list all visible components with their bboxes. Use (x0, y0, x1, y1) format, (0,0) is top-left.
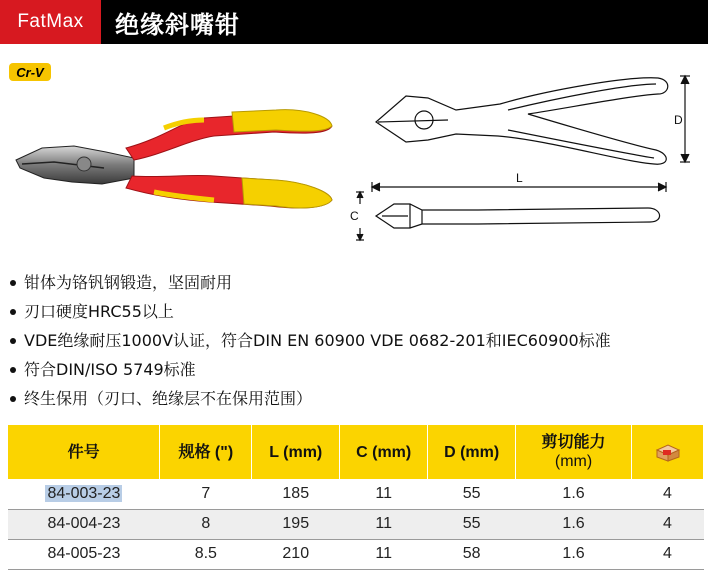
cell-part-number[interactable]: 84-004-23 (8, 509, 160, 539)
feature-text: 符合DIN/ISO 5749标准 (24, 359, 196, 379)
cell-length: 210 (252, 539, 340, 569)
table-row[interactable] (8, 479, 704, 509)
feature-item (10, 355, 611, 384)
cell-size: 8 (160, 509, 252, 539)
feature-text: 刃口硬度HRC55以上 (24, 301, 174, 321)
brand-logo: FatMax (0, 0, 101, 44)
header-length: L (mm) (252, 425, 340, 479)
feature-text: 终生保用（刃口、绝缘层不在保用范围） (24, 388, 313, 408)
cell-part-number[interactable] (8, 479, 160, 509)
package-box-icon (655, 442, 681, 462)
bullet-icon (10, 367, 16, 373)
feature-item (10, 384, 611, 413)
table-row[interactable] (8, 509, 704, 539)
spec-table (8, 425, 704, 570)
material-badge: Cr-V (9, 63, 51, 81)
cell-d: 58 (428, 539, 516, 569)
bullet-icon (10, 338, 16, 344)
header-cutting-capacity-unit: (mm) (554, 453, 593, 470)
cell-cutting-capacity: 1.6 (516, 509, 632, 539)
cell-c: 11 (340, 539, 428, 569)
cell-part-number[interactable]: 84-005-23 (8, 539, 160, 569)
cell-c: 11 (340, 479, 428, 509)
cell-size: 7 (160, 479, 252, 509)
cell-length: 195 (252, 509, 340, 539)
feature-text: VDE绝缘耐压1000V认证，符合DIN EN 60900 VDE 0682-201和IEC60900标准 (24, 330, 611, 350)
selected-part-number[interactable]: 84-003-23 (47, 484, 121, 502)
cell-package: 4 (632, 479, 704, 509)
cell-package: 4 (632, 509, 704, 539)
dimension-label-d: D (674, 113, 683, 127)
header-size: 规格 (") (160, 425, 252, 479)
cell-package: 4 (632, 539, 704, 569)
bullet-icon (10, 396, 16, 402)
feature-item (10, 268, 611, 297)
page-title: 绝缘斜嘴钳 (115, 10, 240, 39)
dimension-label-c: C (350, 209, 359, 223)
feature-list (10, 268, 611, 413)
feature-item (10, 297, 611, 326)
bullet-icon (10, 309, 16, 315)
cell-d: 55 (428, 509, 516, 539)
header-bar (0, 0, 708, 44)
feature-item (10, 326, 611, 355)
header-d: D (mm) (428, 425, 516, 479)
header-c: C (mm) (340, 425, 428, 479)
header-part-number: 件号 (8, 425, 160, 479)
cell-d: 55 (428, 479, 516, 509)
table-header-row (8, 425, 704, 479)
cell-size: 8.5 (160, 539, 252, 569)
feature-text: 钳体为铬钒钢锻造，坚固耐用 (24, 272, 233, 292)
cell-cutting-capacity: 1.6 (516, 539, 632, 569)
cell-cutting-capacity: 1.6 (516, 479, 632, 509)
header-package (632, 425, 704, 479)
dimension-label-l: L (516, 171, 523, 185)
pliers-product-image (14, 108, 336, 218)
bullet-icon (10, 280, 16, 286)
header-cutting-capacity (516, 425, 632, 479)
cell-length: 185 (252, 479, 340, 509)
pliers-dimension-drawing (348, 70, 704, 246)
header-cutting-capacity-label: 剪切能力 (541, 434, 606, 451)
table-row[interactable] (8, 539, 704, 569)
cell-c: 11 (340, 509, 428, 539)
